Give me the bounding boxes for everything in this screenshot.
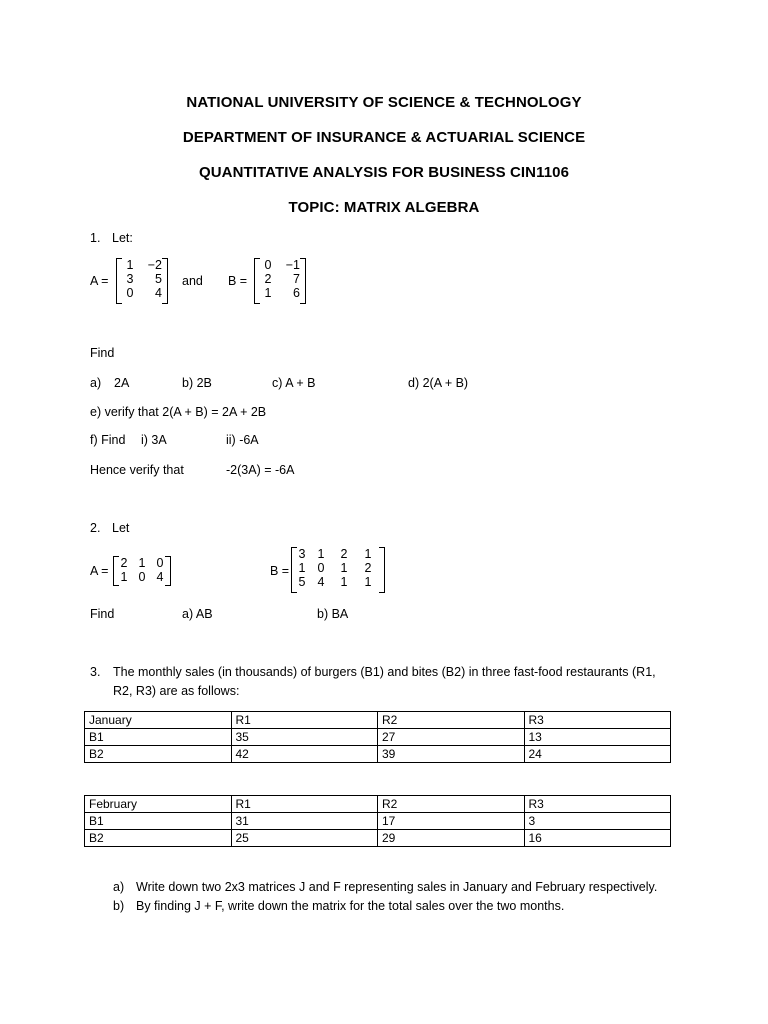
q2-b-label: B =: [270, 564, 290, 578]
table-cell: B2: [85, 830, 232, 847]
table-cell: R3: [524, 796, 671, 813]
matrix-cell: 1: [364, 547, 372, 561]
q3-number: 3.: [90, 665, 101, 679]
table-cell: 39: [378, 746, 525, 763]
matrix-cell: 1: [317, 547, 325, 561]
table-row: [85, 712, 671, 729]
q1-part-a: 2A: [114, 376, 130, 390]
q1-part-f-ii: ii) -6A: [226, 433, 259, 447]
matrix-cell: −1: [285, 258, 300, 272]
matrix-cell: 0: [317, 561, 325, 575]
q1-matrix-a: [116, 258, 168, 304]
q2-intro: Let: [112, 521, 130, 535]
q1-number: 1.: [90, 231, 101, 245]
q3-text-line1: The monthly sales (in thousands) of burgers (B1) and bites (B2) in three fast-food restaurants (R1,: [113, 665, 656, 679]
matrix-cell: 0: [264, 258, 272, 272]
matrix-cell: 2: [120, 556, 128, 570]
matrix-cell: 2: [340, 547, 348, 561]
q3-part-a-text: Write down two 2x3 matrices J and F representing sales in January and February respectively.: [136, 880, 658, 894]
table-cell: 17: [378, 813, 525, 830]
q1-part-d: d) 2(A + B): [408, 376, 469, 390]
matrix-cell: 2: [364, 561, 372, 575]
matrix-cell: 4: [155, 286, 162, 300]
matrix-cell: −2: [147, 258, 162, 272]
q1-find: Find: [90, 346, 115, 360]
table-cell: 13: [524, 729, 671, 746]
table-row: [85, 813, 671, 830]
matrix-cell: 1: [138, 556, 146, 570]
department-title: DEPARTMENT OF INSURANCE & ACTUARIAL SCIENCE: [182, 129, 586, 146]
q3-part-b-text: By finding J + F, write down the matrix for the total sales over the two months.: [136, 899, 565, 913]
table-cell: 16: [524, 830, 671, 847]
table-cell: R2: [378, 796, 525, 813]
q3-part-a-label: a): [113, 880, 125, 894]
matrix-cell: 5: [155, 272, 162, 286]
matrix-cell: 0: [138, 570, 146, 584]
table-row: [85, 830, 671, 847]
q1-hence: Hence verify that: [90, 463, 184, 477]
table-cell: 3: [524, 813, 671, 830]
table-row: [85, 729, 671, 746]
table-cell: B1: [85, 813, 232, 830]
table-cell: B2: [85, 746, 232, 763]
table-cell: B1: [85, 729, 232, 746]
q1-part-b: b) 2B: [182, 376, 212, 390]
q1-b-label: B =: [228, 274, 248, 288]
matrix-cell: 4: [156, 570, 164, 584]
q1-part-e: e) verify that 2(A + B) = 2A + 2B: [90, 405, 267, 419]
q1-part-a-label: a): [90, 376, 102, 390]
q1-a-label: A =: [90, 274, 109, 288]
matrix-cell: 1: [340, 561, 348, 575]
february-sales-table: [84, 795, 671, 847]
matrix-cell: 1: [340, 575, 348, 589]
table-row: [85, 796, 671, 813]
course-title: QUANTITATIVE ANALYSIS FOR BUSINESS CIN1106: [198, 164, 570, 181]
table-cell: 29: [378, 830, 525, 847]
table-cell: February: [85, 796, 232, 813]
matrix-cell: 1: [126, 258, 134, 272]
matrix-cell: 3: [126, 272, 134, 286]
matrix-cell: 5: [298, 575, 306, 589]
q2-part-a: a) AB: [182, 607, 213, 621]
q1-matrix-b: [254, 258, 306, 304]
matrix-cell: 2: [264, 272, 272, 286]
q2-part-b: b) BA: [317, 607, 349, 621]
q2-a-label: A =: [90, 564, 109, 578]
q3-text-line2: R2, R3) are as follows:: [113, 684, 240, 698]
q2-find: Find: [90, 607, 115, 621]
university-title: NATIONAL UNIVERSITY OF SCIENCE & TECHNOLOGY: [186, 94, 582, 111]
table-cell: R2: [378, 712, 525, 729]
q1-intro: Let:: [112, 231, 133, 245]
q1-part-c: c) A + B: [272, 376, 316, 390]
table-row: [85, 746, 671, 763]
matrix-cell: 1: [298, 561, 306, 575]
q3-part-b-label: b): [113, 899, 125, 913]
table-cell: 35: [231, 729, 378, 746]
matrix-cell: 6: [293, 286, 300, 300]
q1-part-f-i: i) 3A: [141, 433, 167, 447]
matrix-cell: 1: [264, 286, 272, 300]
q2-matrix-b: [291, 547, 385, 593]
q1-and: and: [182, 274, 203, 288]
table-cell: 24: [524, 746, 671, 763]
q2-matrix-a: [113, 556, 171, 586]
matrix-cell: 1: [364, 575, 372, 589]
table-cell: R3: [524, 712, 671, 729]
q1-hence-equation: -2(3A) = -6A: [226, 463, 295, 477]
matrix-cell: 0: [126, 286, 134, 300]
table-cell: R1: [231, 796, 378, 813]
matrix-cell: 4: [317, 575, 325, 589]
matrix-cell: 7: [293, 272, 300, 286]
table-cell: R1: [231, 712, 378, 729]
table-cell: 42: [231, 746, 378, 763]
table-cell: 27: [378, 729, 525, 746]
table-cell: 31: [231, 813, 378, 830]
topic-title: TOPIC: MATRIX ALGEBRA: [288, 199, 480, 216]
matrix-cell: 3: [298, 547, 306, 561]
table-cell: January: [85, 712, 232, 729]
january-sales-table: [84, 711, 671, 763]
q1-part-f: f) Find: [90, 433, 126, 447]
table-cell: 25: [231, 830, 378, 847]
q2-number: 2.: [90, 521, 101, 535]
matrix-cell: 0: [156, 556, 164, 570]
matrix-cell: 1: [120, 570, 128, 584]
